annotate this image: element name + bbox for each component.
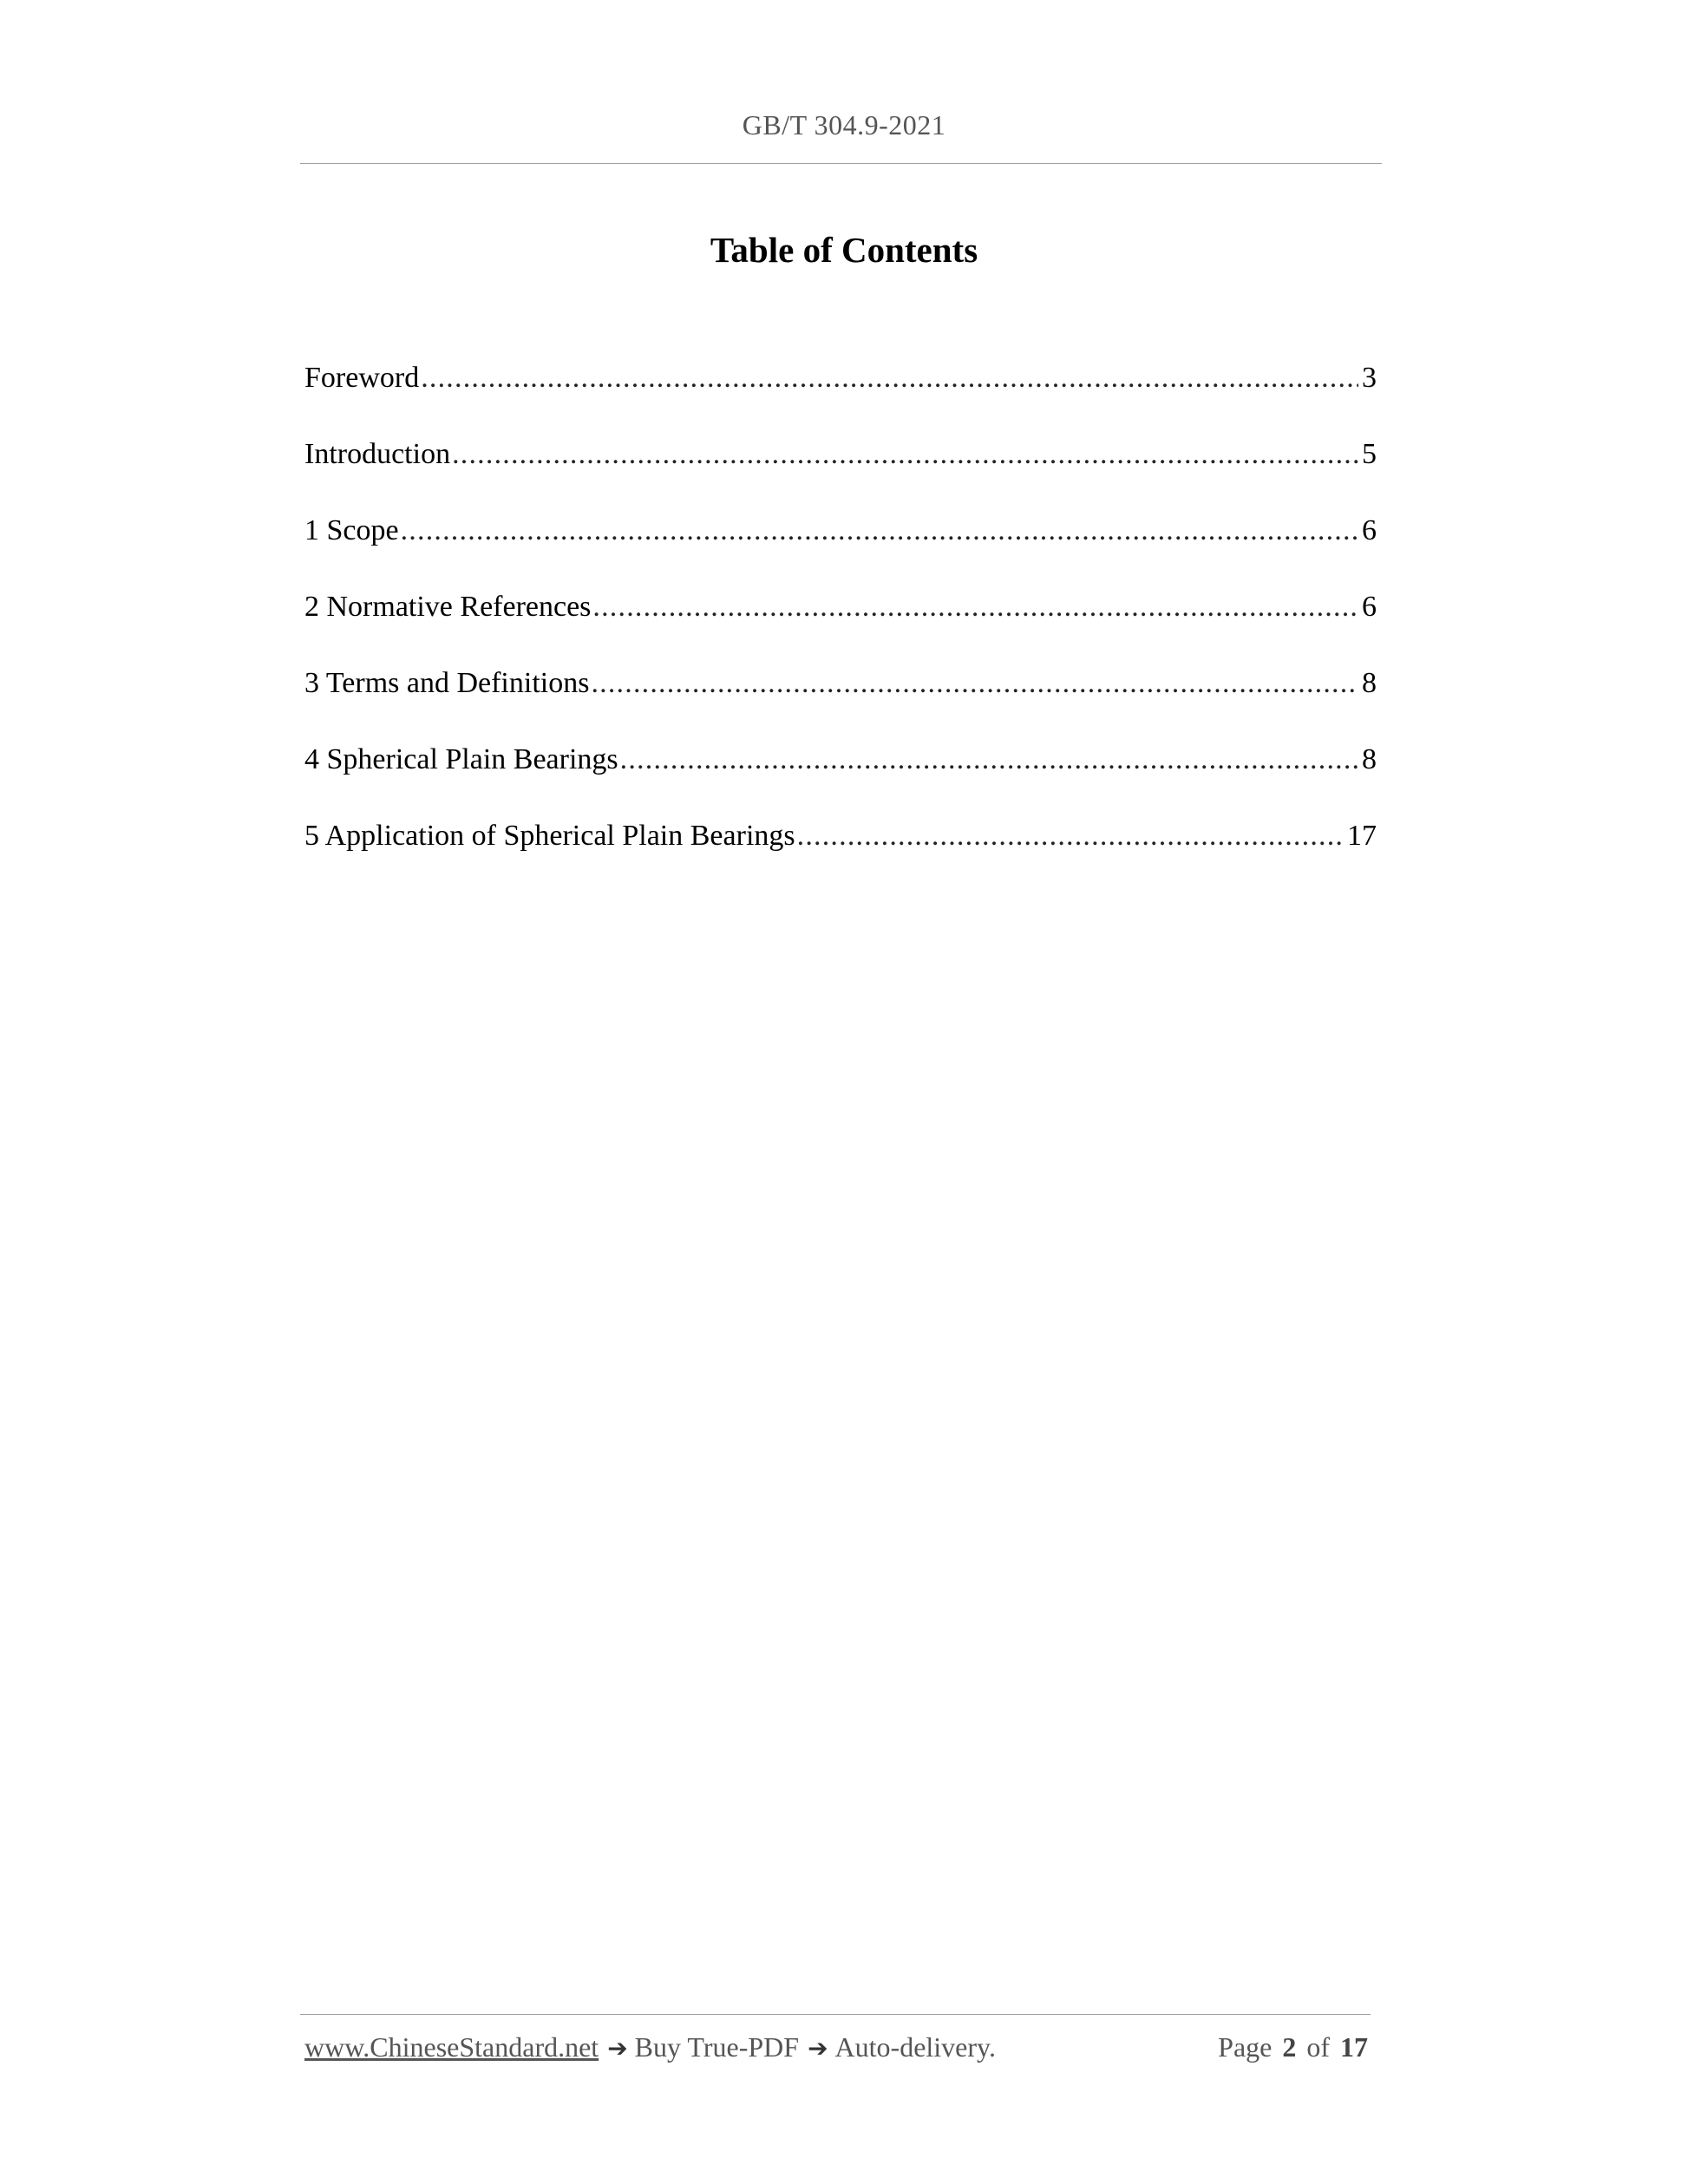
toc-entry-scope[interactable] [304, 508, 1377, 585]
toc-dot-leader [620, 737, 1358, 782]
toc-entry-page: 8 [1362, 667, 1377, 699]
toc-entry-introduction[interactable] [304, 432, 1377, 508]
page-indicator [1218, 2031, 1368, 2063]
page-word: Page [1218, 2031, 1273, 2063]
page-footer [304, 2031, 1368, 2063]
toc-entry-label[interactable]: 1 Scope [304, 514, 399, 546]
toc-dot-leader [421, 356, 1358, 401]
total-pages-number: 17 [1340, 2031, 1368, 2063]
toc-dot-leader [401, 508, 1358, 553]
toc-dot-leader [591, 661, 1358, 706]
toc-entry-application[interactable] [304, 814, 1377, 890]
toc-entry-page: 8 [1362, 743, 1377, 775]
toc-entry-foreword[interactable] [304, 356, 1377, 432]
toc-entry-normative-references[interactable] [304, 585, 1377, 661]
toc-entry-label[interactable]: 3 Terms and Definitions [304, 667, 590, 699]
toc-title: Table of Contents [710, 230, 978, 270]
of-word: of [1306, 2031, 1330, 2063]
footer-left [304, 2031, 996, 2063]
toc-entry-page: 17 [1347, 820, 1377, 852]
header-doc-id: GB/T 304.9-2021 [742, 109, 946, 141]
buy-text: Buy True-PDF [634, 2031, 800, 2063]
toc-entry-label[interactable]: 4 Spherical Plain Bearings [304, 743, 618, 775]
arrow-right-icon: ➔ [808, 2034, 828, 2063]
toc-entry-label[interactable]: Introduction [304, 438, 451, 470]
toc-dot-leader [797, 814, 1344, 859]
toc-list [304, 356, 1377, 890]
arrow-right-icon: ➔ [607, 2034, 628, 2063]
toc-entry-page: 6 [1362, 514, 1377, 546]
toc-entry-terms-and-definitions[interactable] [304, 661, 1377, 737]
current-page-number: 2 [1282, 2031, 1297, 2063]
toc-entry-label[interactable]: Foreword [304, 362, 420, 394]
toc-dot-leader [452, 432, 1358, 477]
toc-entry-label[interactable]: 5 Application of Spherical Plain Bearings [304, 820, 795, 852]
toc-entry-page: 3 [1362, 362, 1377, 394]
toc-entry-page: 5 [1362, 438, 1377, 470]
toc-entry-spherical-plain-bearings[interactable] [304, 737, 1377, 814]
footer-divider [300, 2014, 1371, 2015]
toc-dot-leader [592, 585, 1358, 630]
site-link[interactable]: www.ChineseStandard.net [304, 2031, 599, 2063]
toc-entry-page: 6 [1362, 591, 1377, 623]
delivery-text: Auto-delivery. [834, 2031, 996, 2063]
header-divider [300, 163, 1382, 164]
toc-entry-label[interactable]: 2 Normative References [304, 591, 592, 623]
